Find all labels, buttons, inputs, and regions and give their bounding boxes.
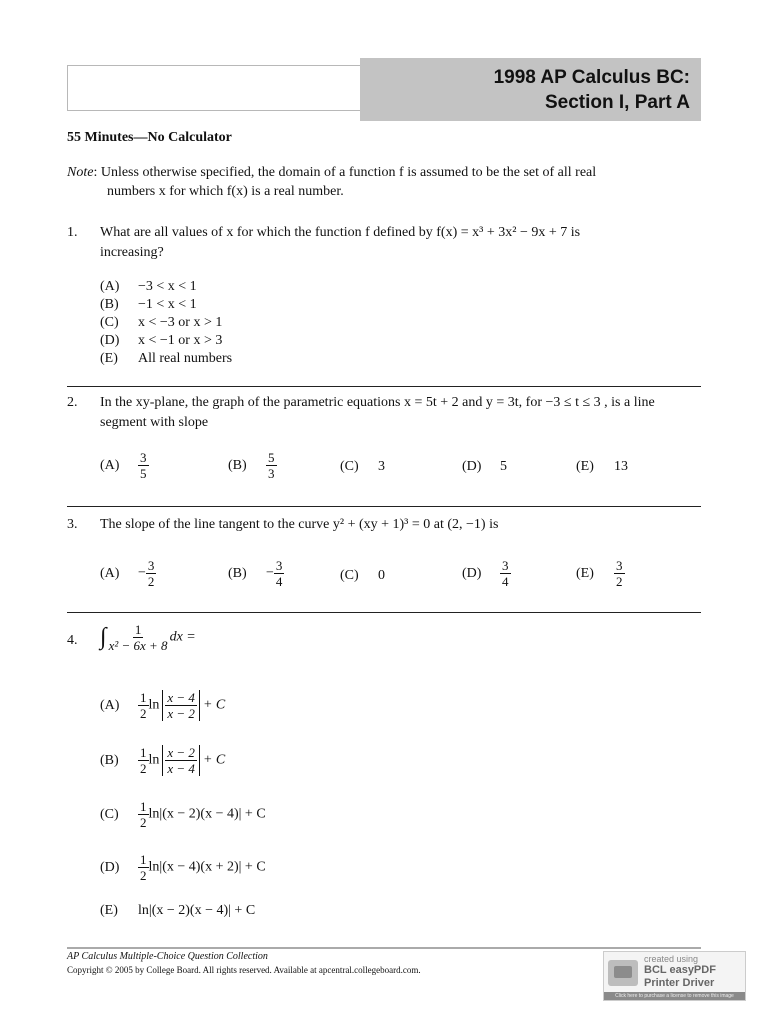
- q1-number: 1.: [67, 225, 78, 240]
- q1-choice-d[interactable]: (D) x < −1 or x > 3: [100, 333, 223, 348]
- q2-choice-b[interactable]: (B) $\frac{5}{3}$: [228, 450, 275, 481]
- q1-choice-c[interactable]: (C) x < −3 or x > 1: [100, 315, 223, 330]
- time-limit: 55 Minutes—No Calculator: [67, 130, 232, 145]
- pdf-watermark[interactable]: created using BCL easyPDF Printer Driver Click here to purchase a license to remove this image: [603, 951, 746, 1001]
- footer-copyright: Copyright © 2005 by College Board. All rights reserved. Available at apcentral.collegeboard.com.: [67, 965, 421, 975]
- q3-choice-d[interactable]: (D) $\frac{3}{4}$: [462, 558, 509, 589]
- header-title-box: [360, 58, 701, 121]
- footer-collection: AP Calculus Multiple-Choice Question Collection: [67, 951, 268, 962]
- q4-number: 4.: [67, 633, 78, 648]
- q1-choice-e[interactable]: (E) All real numbers: [100, 351, 233, 366]
- fraction: $\frac{x - 4}{x - 2}$: [167, 690, 195, 721]
- integral-sign: ∫: [100, 624, 107, 650]
- q1-choice-b[interactable]: (B) −1 < x < 1: [100, 297, 197, 312]
- fraction: $\frac{3}{5}$: [140, 450, 147, 481]
- fraction: $\frac{3}{4}$: [275, 558, 283, 589]
- footer-rule: [67, 947, 701, 949]
- q2-choice-d[interactable]: (D) 5: [462, 459, 507, 475]
- note: Note: Unless otherwise specified, the domain of a function f is assumed to be the set of all real: [67, 165, 597, 180]
- q1-text: What are all values of x for which the function f defined by f(x) = x³ + 3x² − 9x + 7 is: [100, 225, 581, 240]
- watermark-purchase-link[interactable]: Click here to purchase a license to remove this image: [604, 992, 745, 1000]
- q1-text-line2: increasing?: [100, 245, 164, 260]
- q2-text-line2: segment with slope: [100, 415, 209, 430]
- q3-choice-b[interactable]: (B) − $\frac{3}{4}$: [228, 558, 283, 589]
- fraction: $\frac{1}{2}$: [140, 799, 147, 830]
- q3-number: 3.: [67, 517, 78, 532]
- fraction: $\frac{1}{2}$: [140, 690, 147, 721]
- q3-choice-a[interactable]: (A) − $\frac{3}{2}$: [100, 558, 155, 589]
- q4-choice-c[interactable]: (C) $\frac{1}{2}$ ln|(x − 2)(x − 4)| + C: [100, 799, 266, 830]
- divider: [67, 612, 701, 613]
- fraction: $\frac{1}{\text{x² − 6x + 8}}$: [108, 622, 168, 653]
- q1-choices: [100, 278, 232, 368]
- q3-choice-c[interactable]: (C) 0: [340, 568, 385, 584]
- fraction: $\frac{3}{2}$: [147, 558, 155, 589]
- q4-choice-a[interactable]: (A) $\frac{1}{2}$ ln $\frac{x - 4}{x - 2}$ + C: [100, 690, 226, 721]
- fraction: $\frac{5}{3}$: [268, 450, 275, 481]
- divider: [67, 506, 701, 507]
- q2-choice-c[interactable]: (C) 3: [340, 459, 385, 475]
- note-line2: numbers x for which f(x) is a real number.: [107, 184, 344, 199]
- fraction: $\frac{x - 2}{x - 4}$: [167, 745, 195, 776]
- fraction: $\frac{3}{2}$: [616, 558, 623, 589]
- fraction: $\frac{1}{2}$: [140, 745, 147, 776]
- printer-icon: [608, 960, 638, 986]
- q2-number: 2.: [67, 395, 78, 410]
- q1-choice-a[interactable]: (A) −3 < x < 1: [100, 279, 197, 294]
- fraction: $\frac{3}{4}$: [502, 558, 509, 589]
- q2-text: In the xy-plane, the graph of the parametric equations x = 5t + 2 and y = 3t, for −3 ≤ t ≤ 3 , is a line: [100, 395, 655, 410]
- q4-choice-b[interactable]: (B) $\frac{1}{2}$ ln $\frac{x - 2}{x - 4}$ + C: [100, 745, 226, 776]
- page-title: 1998 AP Calculus BC: Section I, Part A: [493, 67, 690, 113]
- divider: [67, 386, 701, 387]
- q3-choice-e[interactable]: (E) $\frac{3}{2}$: [576, 558, 623, 589]
- q4-choice-e[interactable]: (E) ln|(x − 2)(x − 4)| + C: [100, 903, 256, 919]
- q3-text: The slope of the line tangent to the curve y² + (xy + 1)³ = 0 at (2, −1) is: [100, 517, 499, 532]
- q2-choice-a[interactable]: (A) $\frac{3}{5}$: [100, 450, 147, 481]
- q2-choice-e[interactable]: (E) 13: [576, 459, 628, 475]
- header-left-box: [67, 65, 360, 111]
- fraction: $\frac{1}{2}$: [140, 852, 147, 883]
- q4-integral: ∫ $\frac{1}{\text{x² − 6x + 8}}$ dx =: [100, 622, 196, 653]
- q4-choice-d[interactable]: (D) $\frac{1}{2}$ ln|(x − 4)(x + 2)| + C: [100, 852, 266, 883]
